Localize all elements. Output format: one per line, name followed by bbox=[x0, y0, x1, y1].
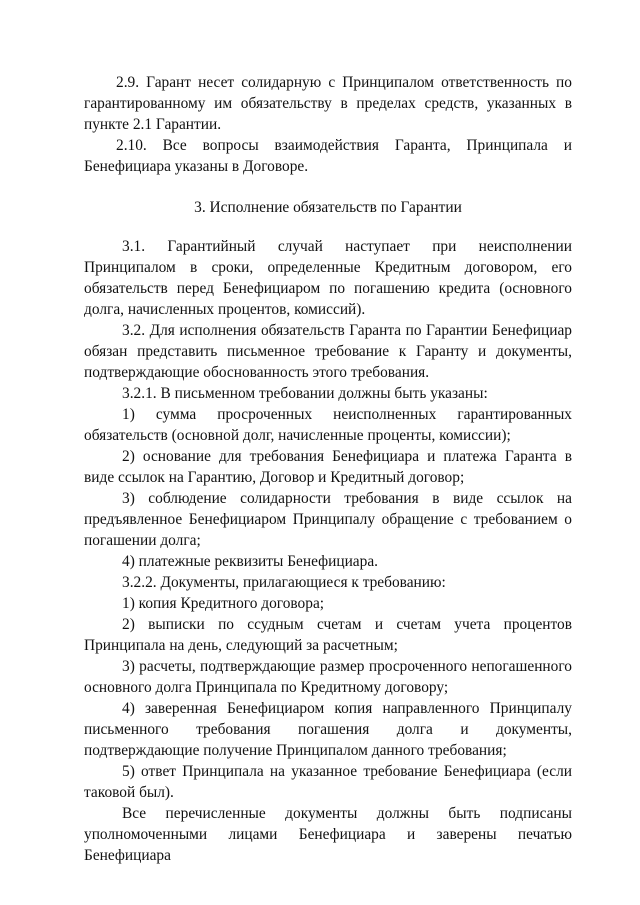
document-item-3: 3) расчеты, подтверждающие размер просроченного непогашенного основного долга Принципала по Кредитному договору; bbox=[84, 658, 572, 696]
final-paragraph: Все перечисленные документы должны быть подписаны уполномоченными лицами Бенефициара и заверены печатью Бенефициара bbox=[84, 805, 572, 864]
document-item-2: 2) выписки по ссудным счетам и счетам учета процентов Принципала на день, следующий за расчетным; bbox=[84, 616, 572, 654]
clause-3-1: 3.1. Гарантийный случай наступает при неисполнении Принципалом в сроки, определенные Кредитным договором, его обязательств перед Бенефициаром по погашению кредита (основного долга, начисленных процентов, комиссий). bbox=[84, 238, 572, 318]
clause-3-2-2: 3.2.2. Документы, прилагающиеся к требованию: bbox=[122, 574, 446, 591]
clause-3-2-1: 3.2.1. В письменном требовании должны быть указаны: bbox=[122, 385, 488, 402]
section-3-heading: 3. Исполнение обязательств по Гарантии bbox=[194, 199, 462, 216]
document-item-5: 5) ответ Принципала на указанное требование Бенефициара (если таковой был). bbox=[84, 763, 572, 801]
section-3-heading-wrap bbox=[84, 197, 572, 218]
document-item-4: 4) заверенная Бенефициаром копия направленного Принципалу письменного требования погашения долга и документы, подтверждающие получение Принципалом данного требования; bbox=[84, 700, 572, 759]
clause-3-2: 3.2. Для исполнения обязательств Гаранта по Гарантии Бенефициар обязан представить письменное требование к Гаранту и документы, подтверждающие обоснованность этого требования. bbox=[84, 322, 572, 381]
requirement-item-1: 1) сумма просроченных неисполненных гарантированных обязательств (основной долг, начисленные проценты, комиссии); bbox=[84, 406, 572, 444]
section-3-body bbox=[84, 236, 572, 866]
requirement-item-2: 2) основание для требования Бенефициара и платежа Гаранта в виде ссылок на Гарантию, Договор и Кредитный договор; bbox=[84, 448, 572, 486]
clause-2-9: 2.9. Гарант несет солидарную с Принципалом ответственность по гарантированному им обязательству в пределах средств, указанных в пункте 2.1 Гарантии. bbox=[84, 74, 572, 133]
requirement-item-4: 4) платежные реквизиты Бенефициара. bbox=[122, 553, 379, 570]
section-2-clauses bbox=[84, 72, 572, 177]
clause-2-10: 2.10. Все вопросы взаимодействия Гаранта, Принципала и Бенефициара указаны в Договоре. bbox=[84, 137, 572, 175]
document-item-1: 1) копия Кредитного договора; bbox=[122, 595, 325, 612]
requirement-item-3: 3) соблюдение солидарности требования в виде ссылок на предъявленное Бенефициаром Принципалу обращение с требованием о погашении долга; bbox=[84, 490, 572, 549]
